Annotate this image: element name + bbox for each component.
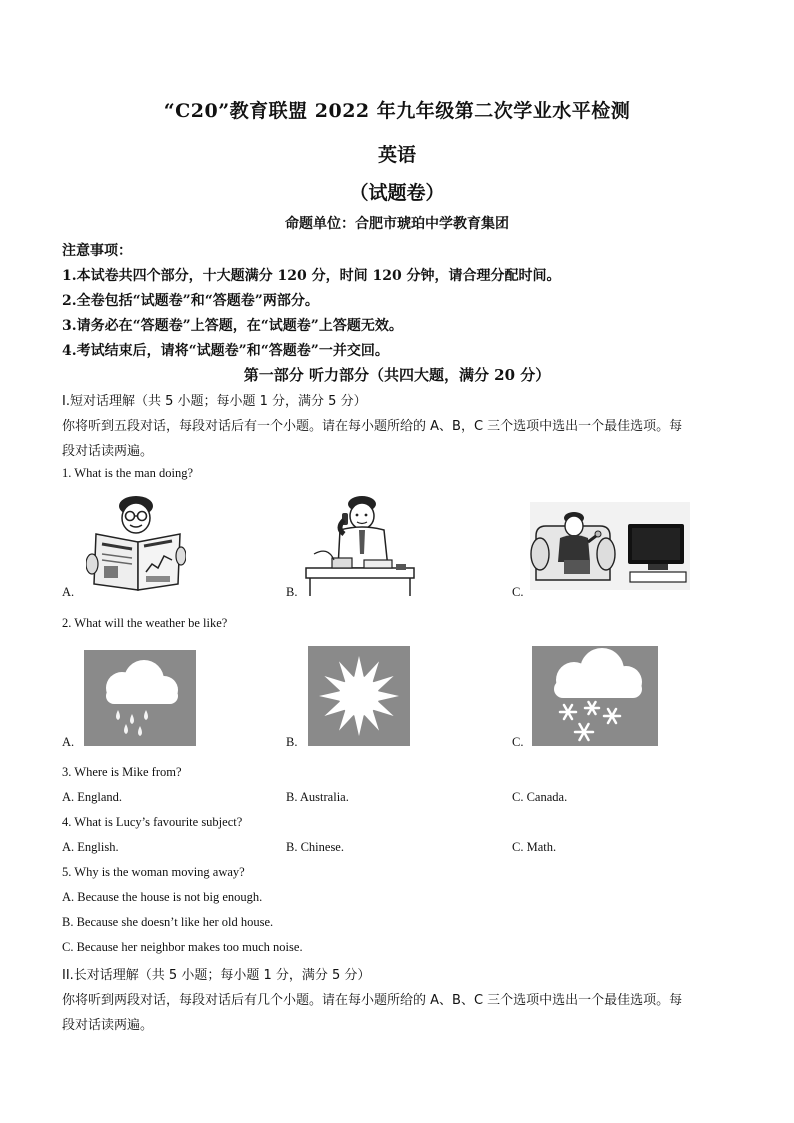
man-reading-newspaper-image (86, 494, 186, 594)
option-text: B. Because she doesn’t like her old house. (62, 915, 274, 929)
section1-instructions: 你将听到五段对话，每段对话后有一个小题。请在每小题所给的 A、B，C 三个选项中选出一个最佳选项。每 (62, 419, 683, 434)
question-text: 1. What is the man doing? (62, 466, 193, 480)
part1-heading: 第一部分 听力部分（共四大题，满分 20 分） (243, 366, 551, 384)
snow-cloud-image (532, 646, 658, 746)
volume-label: （试题卷） (349, 182, 445, 204)
section1-instructions: 段对话读两遍。 (62, 444, 154, 459)
option-text: C. Math. (512, 840, 557, 854)
notice-item: 1.本试卷共四个部分，十大题满分 120 分，时间 120 分钟，请合理分配时间。 (62, 268, 561, 284)
question-text: 5. Why is the woman moving away? (62, 865, 245, 879)
option-text: A. England. (62, 790, 123, 804)
section2-instructions: 段对话读两遍。 (62, 1018, 154, 1033)
man-on-phone-at-desk-image (304, 494, 416, 598)
option-text: B. Chinese. (286, 840, 344, 854)
option-label: C. (512, 735, 524, 749)
option-label: A. (62, 585, 75, 599)
question-text: 4. What is Lucy’s favourite subject? (62, 815, 243, 829)
rain-cloud-image (84, 650, 196, 746)
question-text: 2. What will the weather be like? (62, 616, 228, 630)
section2-heading: II.长对话理解（共 5 小题；每小题 1 分，满分 5 分） (62, 968, 371, 983)
option-text: C. Canada. (512, 790, 568, 804)
sun-image (308, 646, 410, 746)
option-text: A. English. (62, 840, 119, 854)
notice-heading: 注意事项： (62, 243, 132, 259)
exam-title: “C20”教育联盟 2022 年九年级第二次学业水平检测 (163, 100, 631, 122)
option-label: A. (62, 735, 75, 749)
option-label: B. (286, 735, 298, 749)
option-text: A. Because the house is not big enough. (62, 890, 263, 904)
question-text: 3. Where is Mike from? (62, 765, 182, 779)
subject-title: 英语 (377, 144, 416, 166)
notice-item: 3.请务必在“答题卷”上答题，在“试题卷”上答题无效。 (62, 318, 403, 334)
option-text: C. Because her neighbor makes too much noise. (62, 940, 303, 954)
man-watching-tv-on-sofa-image (530, 502, 690, 590)
notice-item: 2.全卷包括“试题卷”和“答题卷”两部分。 (62, 293, 319, 309)
section2-instructions: 你将听到两段对话，每段对话后有几个小题。请在每小题所给的 A、B、C 三个选项中选出一个最佳选项。每 (62, 993, 683, 1008)
section1-heading: I.短对话理解（共 5 小题；每小题 1 分，满分 5 分） (62, 394, 367, 409)
option-text: B. Australia. (286, 790, 349, 804)
authoring-unit: 命题单位：合肥市琥珀中学教育集团 (285, 216, 509, 232)
option-label: C. (512, 585, 524, 599)
option-label: B. (286, 585, 298, 599)
notice-item: 4.考试结束后，请将“试题卷”和“答题卷”一并交回。 (62, 343, 389, 359)
